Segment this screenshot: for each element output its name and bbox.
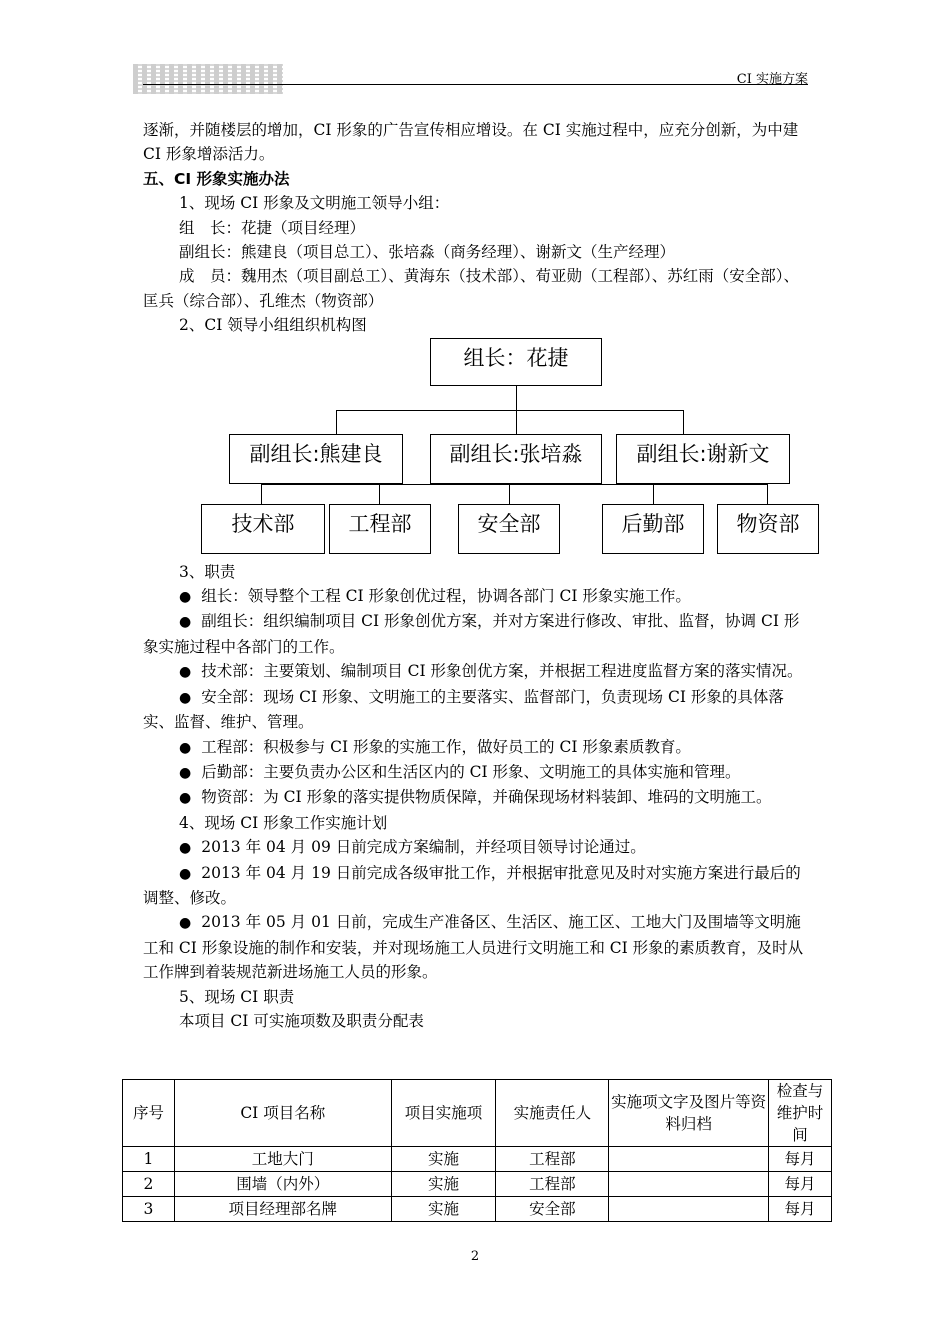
org-box-deputy-3: 副组长:谢新文: [616, 434, 790, 484]
table-caption: 本项目 CI 可实施项数及职责分配表: [179, 1011, 424, 1030]
subsection-1: 1、现场 CI 形象及文明施工领导小组：: [179, 194, 450, 213]
table-cell: [609, 1197, 769, 1222]
duty-item: ● 组长：领导整个工程 CI 形象创优过程，协调各部门 CI 形象实施工作。: [179, 587, 691, 606]
table-header-cell: 实施项文字及图片等资料归档: [609, 1080, 769, 1147]
company-logo: [133, 64, 283, 94]
table-row: [123, 1147, 832, 1172]
table-cell: 实施: [391, 1197, 496, 1222]
table-cell: 每月: [769, 1172, 832, 1197]
bullet-icon: ●: [179, 589, 192, 606]
table-header-cell: 项目实施项: [391, 1080, 496, 1147]
subsection-5: 5、现场 CI 职责: [179, 987, 295, 1006]
subsection-4: 4、现场 CI 形象工作实施计划: [179, 813, 388, 832]
subsection-3: 3、职责: [179, 562, 236, 581]
table-header-cell: 实施责任人: [496, 1080, 609, 1147]
bullet-icon: ●: [179, 915, 192, 932]
bullet-icon: ●: [179, 614, 192, 631]
duty-item: ● 物资部：为 CI 形象的落实提供物质保障，并确保现场材料装卸、堆码的文明施工。: [179, 788, 772, 807]
plan-item: ● 2013 年 05 月 01 日前，完成生产准备区、生活区、施工区、工地大门及围墙等文明施工和 CI 形象设施的制作和安装，并对现场施工人员进行文明施工和 CI 形象的素质教育，及时从工作牌到着装规范新进场施工人员的形象。: [143, 913, 804, 982]
table-cell: 工地大门: [174, 1147, 391, 1172]
table-header-row: [123, 1080, 832, 1147]
members-line: 成 员：魏用杰（项目副总工）、黄海东（技术部）、荀亚勋（工程部）、苏红雨（安全部）、匡兵（综合部）、孔维杰（物资部）: [143, 267, 800, 310]
ci-responsibility-table: [122, 1079, 832, 1222]
org-box-deputy-1: 副组长:熊建良: [229, 434, 403, 484]
duty-item: ● 安全部：现场 CI 形象、文明施工的主要落实、监督部门，负责现场 CI 形象的具体落实、监督、维护、管理。: [143, 687, 784, 732]
table-cell: [609, 1147, 769, 1172]
bullet-icon: ●: [179, 739, 192, 756]
page-number: 2: [470, 1249, 480, 1264]
bullet-icon: ●: [179, 840, 192, 857]
table-cell: 每月: [769, 1197, 832, 1222]
org-line-top: [516, 386, 517, 410]
org-box-leader: 组长：花捷: [430, 338, 602, 386]
bullet-icon: ●: [179, 764, 192, 781]
org-line-deputy-3: [683, 410, 684, 434]
duty-item: ● 后勤部：主要负责办公区和生活区内的 CI 形象、文明施工的具体实施和管理。: [179, 762, 741, 781]
plan-item: ● 2013 年 04 月 09 日前完成方案编制，并经项目领导讨论通过。: [179, 838, 646, 857]
duty-item: ● 工程部：积极参与 CI 形象的实施工作，做好员工的 CI 形象素质教育。: [179, 737, 691, 756]
table-cell: 安全部: [496, 1197, 609, 1222]
table-header-cell: CI 项目名称: [174, 1080, 391, 1147]
header-divider: [143, 84, 808, 85]
org-box-dept-engineering: 工程部: [329, 504, 431, 554]
org-line-dept-bus: [261, 484, 767, 485]
org-box-deputy-2: 副组长:张培淼: [430, 434, 602, 484]
table-cell: 3: [123, 1197, 175, 1222]
org-chart: [143, 338, 813, 560]
org-box-dept-materials: 物资部: [717, 504, 819, 554]
plan-item: ● 2013 年 04 月 19 日前完成各级审批工作，并根据审批意见及时对实施方案进行最后的调整、修改。: [143, 863, 801, 907]
bullet-icon: ●: [179, 689, 192, 706]
subsection-2: 2、CI 领导小组组织机构图: [179, 316, 367, 335]
table-header-cell: 序号: [123, 1080, 175, 1147]
bullet-icon: ●: [179, 664, 192, 681]
table-cell: 工程部: [496, 1147, 609, 1172]
leader-line: 组 长：花捷（项目经理）: [179, 218, 366, 237]
table-cell: 2: [123, 1172, 175, 1197]
table-cell: 围墙（内外）: [174, 1172, 391, 1197]
org-line-dept-3: [509, 484, 510, 504]
table-cell: 每月: [769, 1147, 832, 1172]
org-box-dept-logistics: 后勤部: [602, 504, 704, 554]
header-title: CI 实施方案: [736, 72, 808, 87]
table-cell: 1: [123, 1147, 175, 1172]
org-line-dept-2: [379, 484, 380, 504]
table-row: [123, 1197, 832, 1222]
org-line-deputy-bus: [336, 410, 683, 411]
org-line-deputy-2: [516, 410, 517, 434]
duty-item: ● 副组长：组织编制项目 CI 形象创优方案，并对方案进行修改、审批、监督，协调 CI 形象实施过程中各部门的工作。: [143, 612, 800, 656]
table-cell: 工程部: [496, 1172, 609, 1197]
bullet-icon: ●: [179, 790, 192, 807]
table-cell: 实施: [391, 1147, 496, 1172]
section-heading-5: 五、CI 形象实施办法: [143, 169, 290, 188]
table-cell: 项目经理部名牌: [174, 1197, 391, 1222]
paragraph-intro: 逐渐，并随楼层的增加，CI 形象的广告宣传相应增设。在 CI 实施过程中，应充分创新，为中建 CI 形象增添活力。: [143, 121, 799, 164]
org-box-dept-safety: 安全部: [458, 504, 560, 554]
org-line-dept-4: [653, 484, 654, 504]
org-line-dept-1: [261, 484, 262, 504]
table-row: [123, 1172, 832, 1197]
table-cell: 实施: [391, 1172, 496, 1197]
document-body: [143, 118, 813, 1033]
table-cell: [609, 1172, 769, 1197]
org-box-dept-tech: 技术部: [201, 504, 325, 554]
bullet-icon: ●: [179, 865, 192, 882]
org-line-dept-5: [767, 484, 768, 504]
duty-item: ● 技术部：主要策划、编制项目 CI 形象创优方案，并根据工程进度监督方案的落实情况。: [179, 662, 803, 681]
org-line-deputy-1: [336, 410, 337, 434]
deputy-line: 副组长：熊建良（项目总工）、张培淼（商务经理）、谢新文（生产经理）: [179, 243, 676, 262]
table-header-cell: 检查与维护时间: [769, 1080, 832, 1147]
